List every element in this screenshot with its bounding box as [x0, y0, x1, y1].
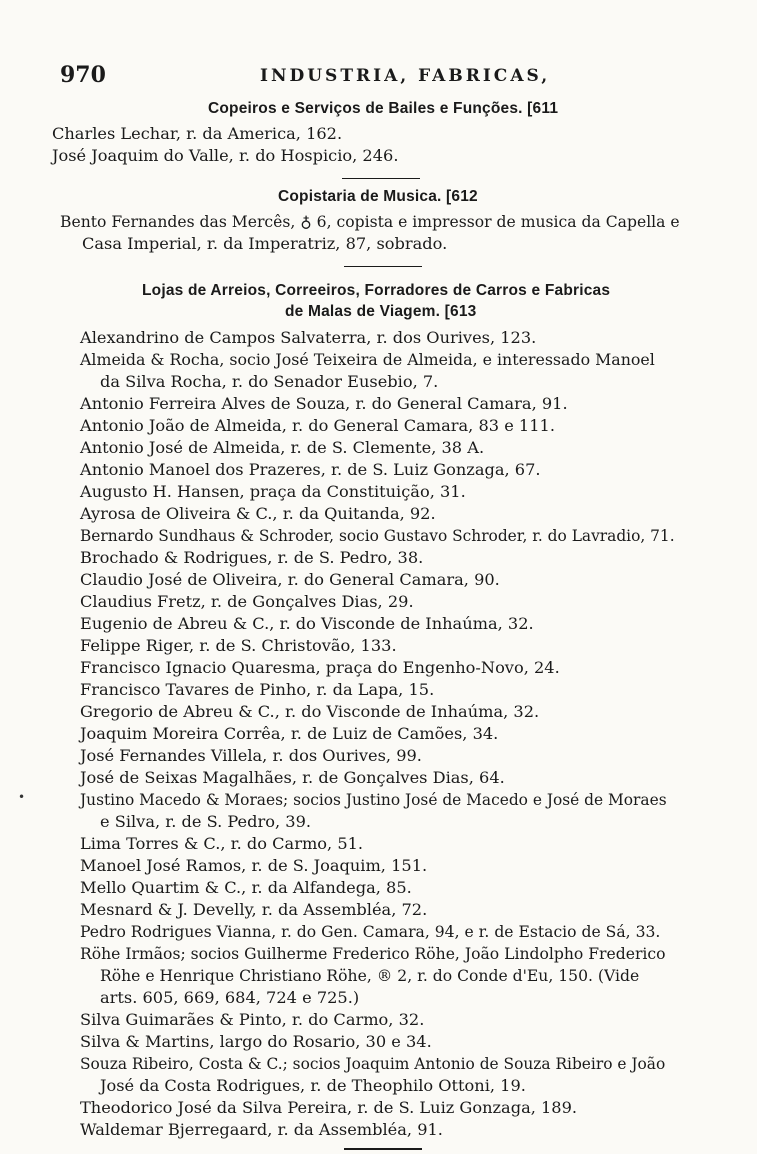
list-item: Claudius Fretz, r. de Gonçalves Dias, 29.: [80, 592, 414, 611]
list-item: Antonio Manoel dos Prazeres, r. de S. Luiz Gonzaga, 67.: [80, 460, 541, 479]
list-item: Mesnard & J. Develly, r. da Assembléa, 72.: [80, 900, 428, 919]
list-item: Souza Ribeiro, Costa & C.; socios Joaquim Antonio de Souza Ribeiro e João: [80, 1055, 666, 1073]
list-item: Brochado & Rodrigues, r. de S. Pedro, 38.: [80, 548, 424, 567]
list-item: José de Seixas Magalhães, r. de Gonçalves Dias, 64.: [80, 768, 505, 787]
list-item: Bento Fernandes das Mercês, ♁ 6, copista e impressor de musica da Capella e: [60, 213, 680, 231]
list-item: Mello Quartim & C., r. da Alfandega, 85.: [80, 878, 412, 897]
margin-dot-icon: •: [18, 790, 26, 804]
list-item: e Silva, r. de S. Pedro, 39.: [100, 812, 312, 831]
list-item: José Fernandes Villela, r. dos Ourives, 99.: [80, 746, 422, 765]
page-number: 970: [60, 62, 106, 88]
list-item: Theodorico José da Silva Pereira, r. de S. Luiz Gonzaga, 189.: [80, 1098, 578, 1117]
list-item: Silva & Martins, largo do Rosario, 30 e 34.: [80, 1032, 432, 1051]
section-divider: [342, 178, 420, 179]
section-divider: [344, 266, 422, 267]
list-item: Manoel José Ramos, r. de S. Joaquim, 151.: [80, 856, 428, 875]
page-header: [60, 62, 709, 90]
list-item: Claudio José de Oliveira, r. do General Camara, 90.: [80, 570, 500, 589]
list-item: da Silva Rocha, r. do Senador Eusebio, 7.: [100, 372, 439, 391]
list-item: Augusto H. Hansen, praça da Constituição, 31.: [80, 482, 466, 501]
list-item: Justino Macedo & Moraes; socios Justino José de Macedo e José de Moraes: [80, 791, 667, 809]
end-divider: [344, 1148, 422, 1150]
list-item: Röhe e Henrique Christiano Röhe, ® 2, r. do Conde d'Eu, 150. (Vide: [100, 967, 640, 985]
list-item: José da Costa Rodrigues, r. de Theophilo Ottoni, 19.: [100, 1076, 526, 1095]
running-title: INDUSTRIA, FABRICAS,: [260, 66, 551, 86]
list-item: Bernardo Sundhaus & Schroder, socio Gustavo Schroder, r. do Lavradio, 71.: [80, 527, 675, 545]
list-item: Pedro Rodrigues Vianna, r. do Gen. Camara, 94, e r. de Estacio de Sá, 33.: [80, 923, 661, 941]
list-item: arts. 605, 669, 684, 724 e 725.): [100, 988, 360, 1007]
list-item: Gregorio de Abreu & C., r. do Visconde de Inhaúma, 32.: [80, 702, 540, 721]
list-item: Almeida & Rocha, socio José Teixeira de Almeida, e interessado Manoel: [80, 350, 655, 369]
section-heading-611: Copeiros e Serviços de Bailes e Funções. [611: [208, 100, 559, 117]
list-item: José Joaquim do Valle, r. do Hospicio, 246.: [52, 146, 399, 165]
list-item: Lima Torres & C., r. do Carmo, 51.: [80, 834, 364, 853]
list-item: Silva Guimarães & Pinto, r. do Carmo, 32.: [80, 1010, 425, 1029]
list-item: Francisco Ignacio Quaresma, praça do Engenho-Novo, 24.: [80, 658, 560, 677]
section-heading-613-line1: Lojas de Arreios, Correeiros, Forradores de Carros e Fabricas: [142, 282, 611, 299]
list-item: Eugenio de Abreu & C., r. do Visconde de Inhaúma, 32.: [80, 614, 534, 633]
list-item: Antonio João de Almeida, r. do General Camara, 83 e 111.: [80, 416, 555, 435]
list-item: Alexandrino de Campos Salvaterra, r. dos Ourives, 123.: [80, 328, 537, 347]
list-item: Francisco Tavares de Pinho, r. da Lapa, 15.: [80, 680, 435, 699]
section-heading-613-line2: de Malas de Viagem. [613: [285, 303, 477, 320]
list-item: Antonio Ferreira Alves de Souza, r. do General Camara, 91.: [80, 394, 568, 413]
list-item: Antonio José de Almeida, r. de S. Clemente, 38 A.: [80, 438, 485, 457]
section-heading-612: Copistaria de Musica. [612: [278, 188, 478, 205]
list-item: Charles Lechar, r. da America, 162.: [52, 124, 343, 143]
list-item: Waldemar Bjerregaard, r. da Assembléa, 91.: [80, 1120, 443, 1139]
list-item: Felippe Riger, r. de S. Christovão, 133.: [80, 636, 397, 655]
list-item: Joaquim Moreira Corrêa, r. de Luiz de Camões, 34.: [80, 724, 499, 743]
list-item: Casa Imperial, r. da Imperatriz, 87, sobrado.: [82, 234, 448, 253]
list-item: Ayrosa de Oliveira & C., r. da Quitanda, 92.: [80, 504, 436, 523]
list-item: Röhe Irmãos; socios Guilherme Frederico Röhe, João Lindolpho Frederico: [80, 945, 666, 963]
